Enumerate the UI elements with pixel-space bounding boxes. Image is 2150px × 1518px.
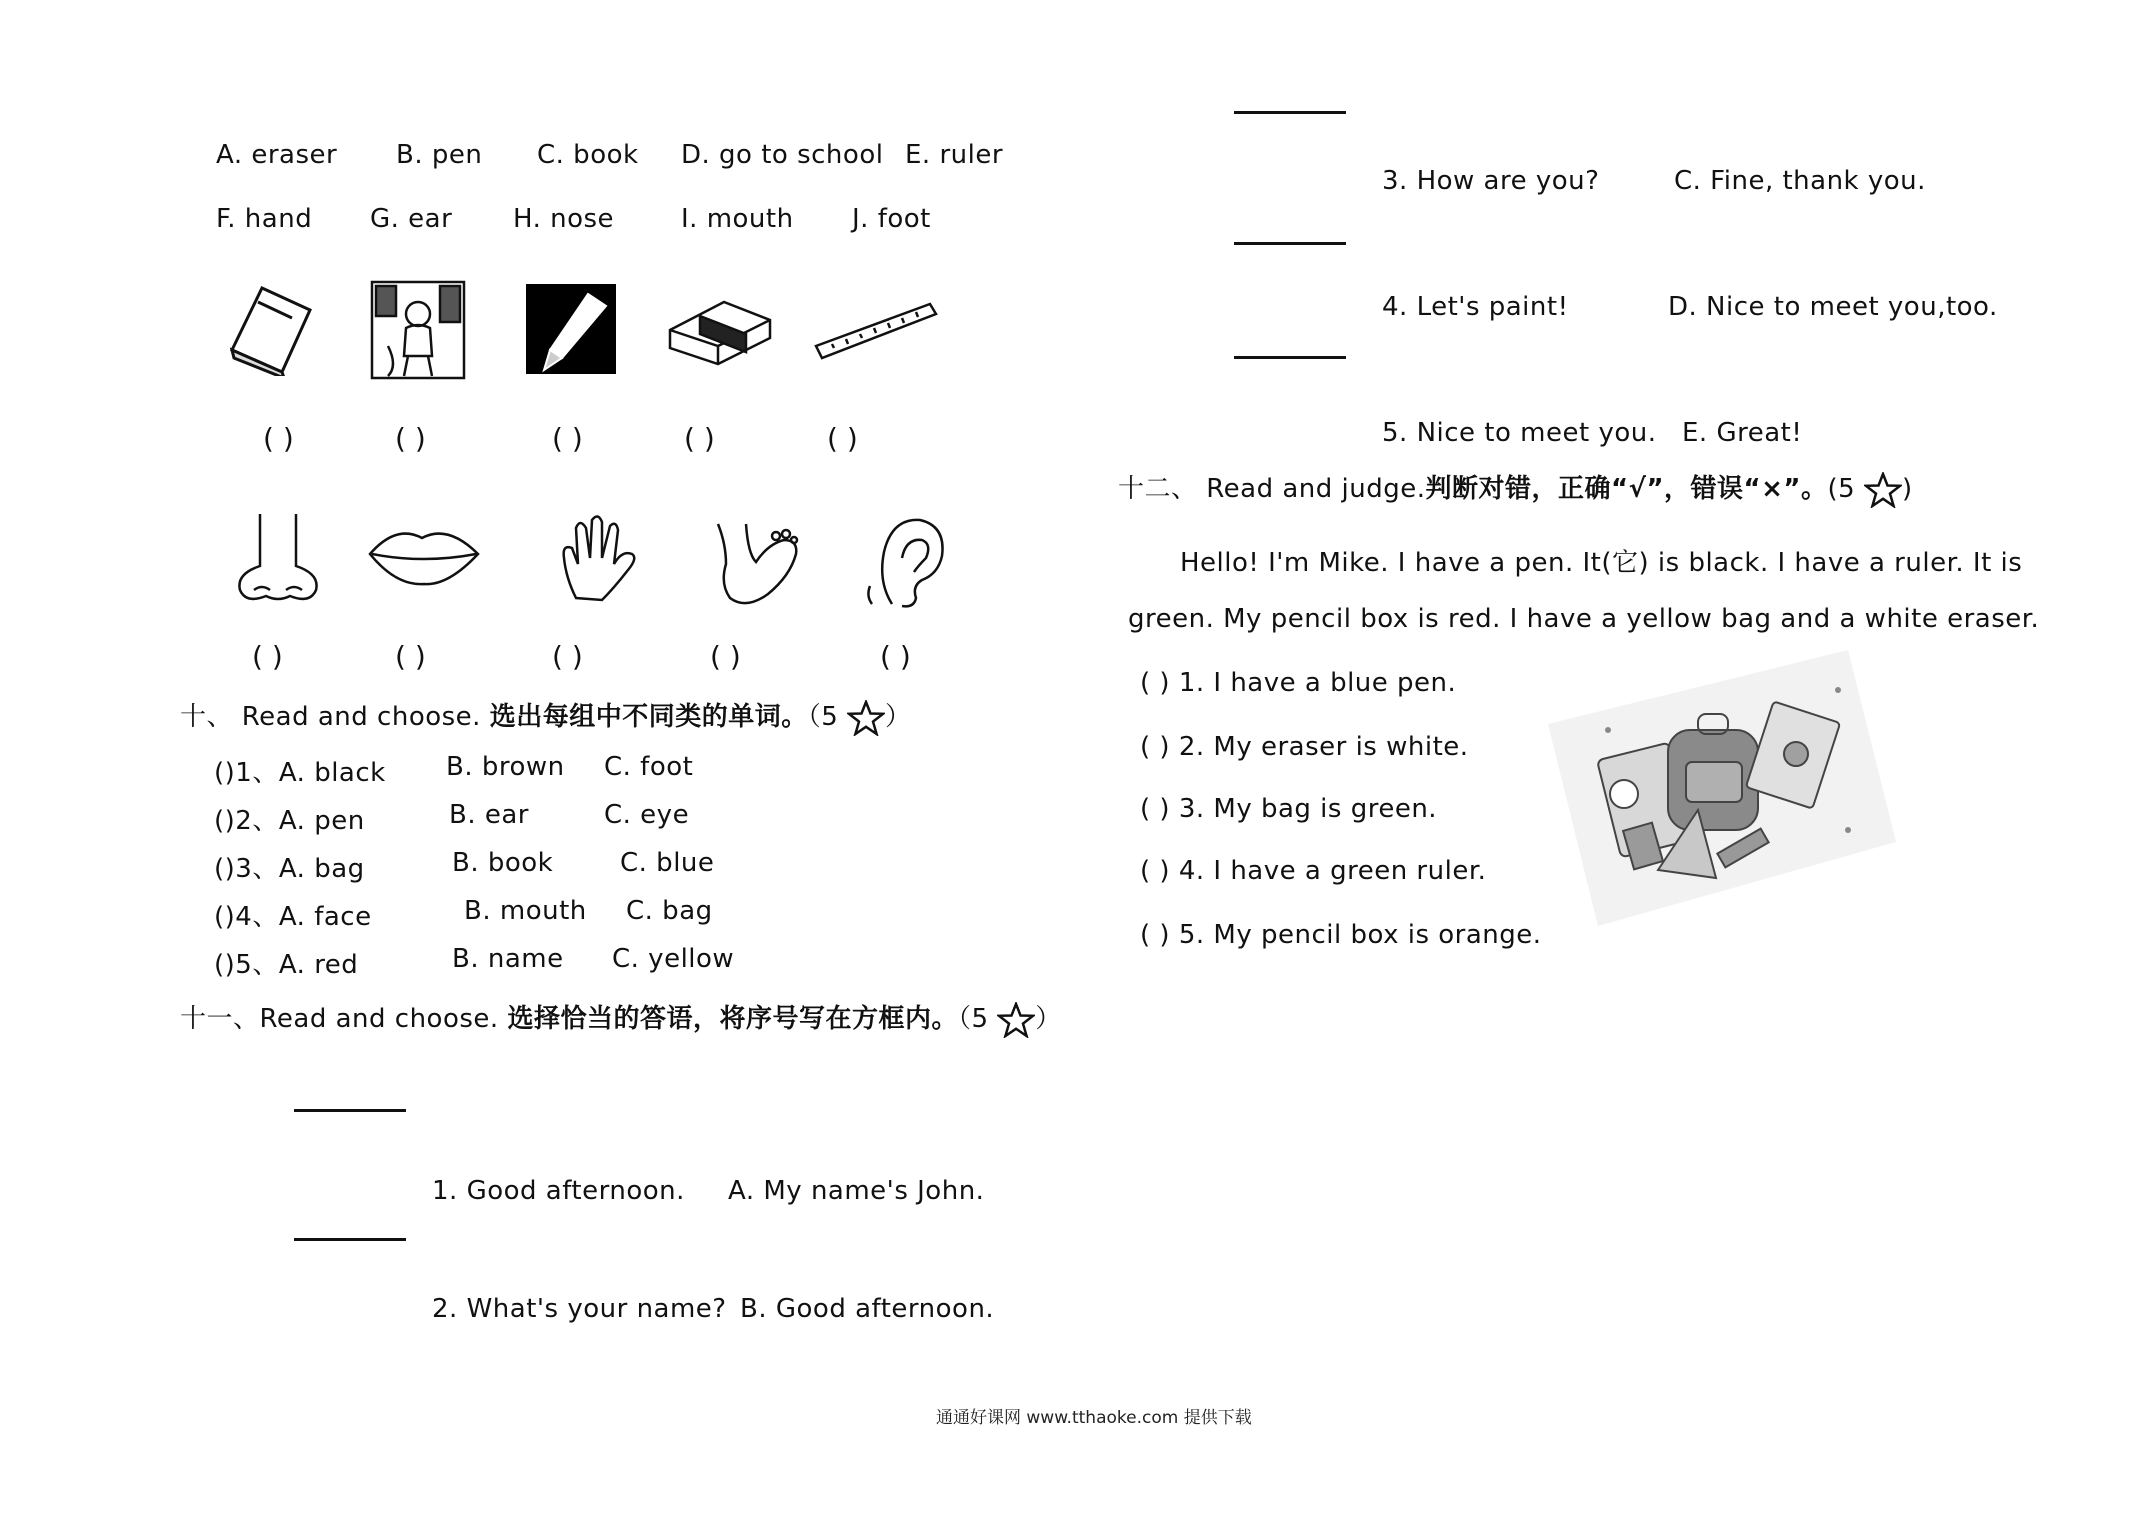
section-12-score: (5 <box>1827 474 1856 504</box>
s10-item-3-b: B. book <box>452 848 554 878</box>
answer-line-1[interactable] <box>294 1109 406 1112</box>
answer-blank-6[interactable]: ( ) <box>252 640 283 673</box>
s11-question-2: 2. What's your name? <box>432 1294 727 1324</box>
s10-item-3-c: C. blue <box>620 848 715 878</box>
answer-blank-3[interactable]: ( ) <box>552 422 583 455</box>
section-11-title-cn: 选择恰当的答语，将序号写在方框内。 <box>507 1004 958 1034</box>
s10-item-2-b: B. ear <box>449 800 529 830</box>
section-10-title <box>180 696 912 736</box>
section-10-title-cn: 选出每组中不同类的单词。 <box>489 702 808 732</box>
footer-credit: 通通好课网 www.tthaoke.com 提供下载 <box>936 1408 1252 1428</box>
section-11-title <box>180 998 1062 1038</box>
answer-blank-4[interactable]: ( ) <box>684 422 715 455</box>
s11-answer-d: D. Nice to meet you,too. <box>1668 292 1998 322</box>
star-icon <box>1864 472 1902 508</box>
answer-line-5[interactable] <box>1234 356 1346 359</box>
word-g: G. ear <box>370 204 453 234</box>
s10-item-2-a: ()2、A. pen <box>214 806 365 836</box>
word-d: D. go to school <box>681 140 884 170</box>
answer-line-3[interactable] <box>1234 111 1346 114</box>
s10-item-4-c: C. bag <box>626 896 713 926</box>
answer-blank-2[interactable]: ( ) <box>395 422 426 455</box>
section-10-score: （5 <box>807 702 839 732</box>
judge-item-4[interactable]: ( ) 4. I have a green ruler. <box>1140 856 1487 886</box>
word-h: H. nose <box>513 204 615 234</box>
eraser-image <box>664 294 778 370</box>
s11-answer-c: C. Fine, thank you. <box>1674 166 1926 196</box>
section-10-close: ） <box>885 702 912 732</box>
s11-question-1: 1. Good afternoon. <box>432 1176 685 1206</box>
answer-blank-7[interactable]: ( ) <box>395 640 426 673</box>
s10-item-4-b: B. mouth <box>464 896 587 926</box>
judge-item-3[interactable]: ( ) 3. My bag is green. <box>1140 794 1438 824</box>
s11-answer-e: E. Great! <box>1682 418 1803 448</box>
answer-line-4[interactable] <box>1234 242 1346 245</box>
word-e: E. ruler <box>905 140 1004 170</box>
s10-item-5-b: B. name <box>452 944 564 974</box>
s11-question-3: 3. How are you? <box>1382 166 1600 196</box>
mouth-image <box>366 520 482 590</box>
word-j: J. foot <box>852 204 931 234</box>
s11-question-5: 5. Nice to meet you. <box>1382 418 1657 448</box>
s11-answer-a: A. My name's John. <box>728 1176 985 1206</box>
section-12-title-prefix: 十二、 Read and judge. <box>1118 474 1426 504</box>
judge-item-5[interactable]: ( ) 5. My pencil box is orange. <box>1140 920 1542 950</box>
answer-line-2[interactable] <box>294 1238 406 1241</box>
s10-item-5-a: ()5、A. red <box>214 950 359 980</box>
foot-image <box>712 514 804 612</box>
word-b: B. pen <box>396 140 483 170</box>
s10-item-3-a: ()3、A. bag <box>214 854 365 884</box>
passage-line-2: green. My pencil box is red. I have a yellow bag and a white eraser. <box>1128 604 2040 634</box>
ear-image <box>862 512 954 612</box>
section-12-title-cn: 判断对错，正确“√”，错误“×”。 <box>1425 474 1828 504</box>
section-10-title-prefix: 十、 Read and choose. <box>180 702 490 732</box>
nose-image <box>230 510 326 608</box>
section-12-title <box>1118 468 1913 508</box>
s10-item-2-c: C. eye <box>604 800 690 830</box>
ruler-image <box>812 296 940 366</box>
star-icon <box>847 700 885 736</box>
answer-blank-1[interactable]: ( ) <box>263 422 294 455</box>
passage-line-1: Hello! I'm Mike. I have a pen. It(它) is black. I have a ruler. It is <box>1180 548 2023 578</box>
star-icon <box>997 1002 1035 1038</box>
hand-image <box>556 508 656 608</box>
word-f: F. hand <box>216 204 313 234</box>
s10-item-5-c: C. yellow <box>612 944 735 974</box>
section-11-close: ） <box>1035 1004 1062 1034</box>
word-c: C. book <box>537 140 639 170</box>
judge-item-2[interactable]: ( ) 2. My eraser is white. <box>1140 732 1469 762</box>
answer-blank-10[interactable]: ( ) <box>880 640 911 673</box>
word-a: A. eraser <box>216 140 338 170</box>
answer-blank-8[interactable]: ( ) <box>552 640 583 673</box>
school-supplies-image <box>1548 650 1896 926</box>
answer-blank-5[interactable]: ( ) <box>827 422 858 455</box>
s10-item-1-c: C. foot <box>604 752 694 782</box>
s10-item-1-b: B. brown <box>446 752 565 782</box>
section-11-score: （5 <box>957 1004 989 1034</box>
section-12-close: ) <box>1901 474 1913 504</box>
judge-item-1[interactable]: ( ) 1. I have a blue pen. <box>1140 668 1457 698</box>
answer-blank-9[interactable]: ( ) <box>710 640 741 673</box>
word-i: I. mouth <box>681 204 794 234</box>
book-image <box>222 280 318 376</box>
go-to-school-image <box>368 276 468 382</box>
s11-question-4: 4. Let's paint! <box>1382 292 1569 322</box>
section-11-title-prefix: 十一、Read and choose. <box>180 1004 508 1034</box>
s10-item-4-a: ()4、A. face <box>214 902 372 932</box>
pen-image <box>526 284 616 374</box>
s10-item-1-a: ()1、A. black <box>214 758 386 788</box>
s11-answer-b: B. Good afternoon. <box>740 1294 995 1324</box>
